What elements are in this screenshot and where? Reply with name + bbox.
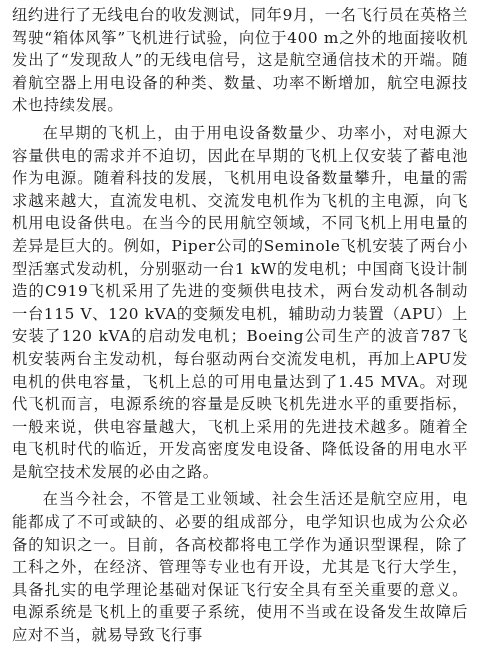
paragraph-intro-continuation: 纽约进行了无线电台的收发测试，同年9月，一名飞行员在英格兰驾驶“箱体风筝”飞机进行试验，向位于400 m之外的地面接收机发出了“发现敌人”的无线电信号，这是航空通信技术的开端。随着航空器上用电设备的种类、数量、功率不断增加，航空电源技术也持续发展。 bbox=[12, 6, 468, 115]
paragraph-electrical-knowledge: 在当今社会，不管是工业领域、社会生活还是航空应用，电能都成了不可或缺的、必要的组成部分，电学知识也成为公众必备的知识之一。目前，各高校都将电工学作为通识型课程，除了工科之外，在经济、管理等专业也有开设，尤其是飞行大学生，具备扎实的电学理论基础对保证飞行安全具有至关重要的意义。电源系统是飞机上的重要子系统，使用不当或在设备发生故障后应对不当，就易导致飞行事 bbox=[12, 490, 468, 645]
paragraph-early-aircraft-power: 在早期的飞机上，由于用电设备数量少、功率小，对电源大容量供电的需求并不迫切，因此在早期的飞机上仅安装了蓄电池作为电源。随着科技的发展，飞机用电设备数量攀升，电量的需求越来越大，直流发电机、交流发电机作为飞机的主电源，向飞机用电设备供电。在当今的民用航空领域，不同飞机上用电量的差异是巨大的。例如，Piper公司的Seminole飞机安装了两台小型活塞式发动机，分别驱动一台1 kW的发电机；中国商飞设计制造的C919飞机采用了先进的变频供电技术，两台发动机各制动一台115 V、120 kVA的变频发电机，辅助动力装置（APU）上安装了120 kVA的启动发电机；Boeing公司生产的波音787飞机安装两台主发动机，每台驱动两台交流发电机，再加上APU发电机的供电容量，飞机上总的可用电量达到了1.45 MVA。对现代飞机而言，电源系统的容量是反映飞机先进水平的重要指标，一般来说，供电容量越大，飞机上采用的先进技术越多。随着全电飞机时代的临近，开发高密度发电设备、降低设备的用电水平是航空技术发展的必由之路。 bbox=[12, 123, 468, 481]
